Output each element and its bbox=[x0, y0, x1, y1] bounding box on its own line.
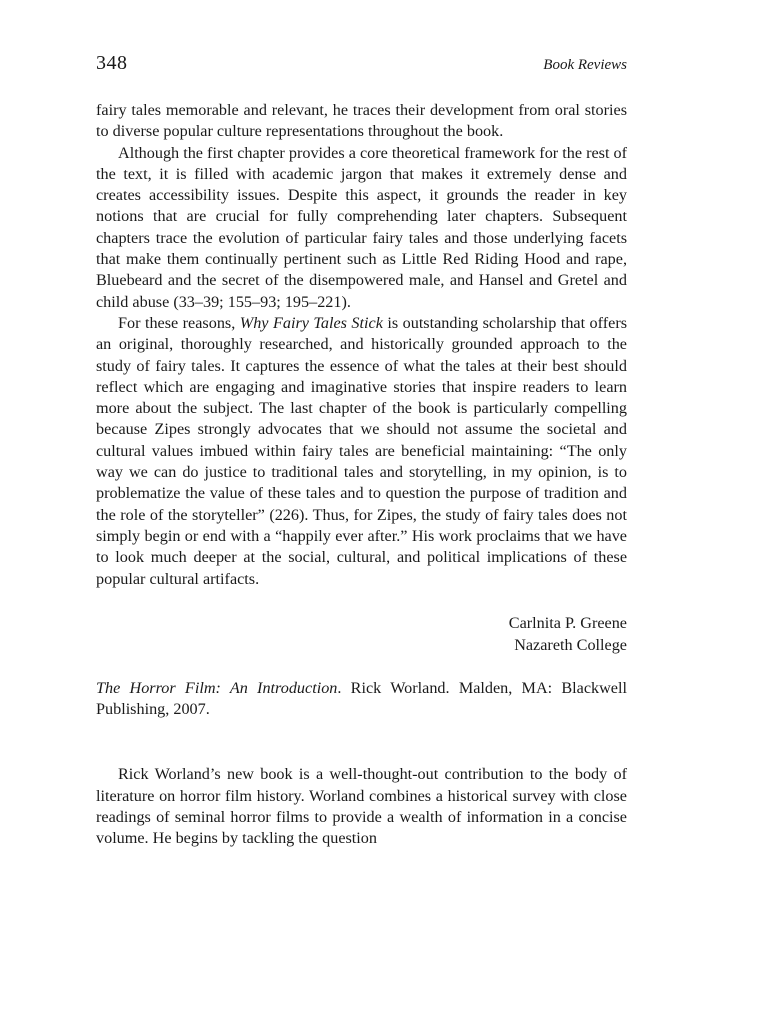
cited-book-title: The Horror Film: An Introduction bbox=[96, 678, 338, 697]
paragraph: Rick Worland’s new book is a well-thought-out contribution to the body of literature on horror film history. Worland combines a historical survey with close readings of seminal horror films to provide a wealth of information in a concise volume. He begins by tackling the question bbox=[96, 765, 627, 848]
review-body-second bbox=[96, 764, 627, 849]
paragraph-continued: fairy tales memorable and relevant, he traces their development from oral stories to diverse popular culture representations throughout the book. bbox=[96, 101, 627, 141]
paragraph-text: is outstanding scholarship that offers an original, thoroughly researched, and historically grounded approach to the study of fairy tales. It captures the essence of what the tales at their best should reflect which are engaging and imaginative stories that inspire readers to learn more about the subject. The last chapter of the book is particularly compelling because Zipes strongly advocates that we should not assume the societal and cultural values imbued within fairy tales are beneficial maintaining: “The only way we can do justice to traditional tales and storytelling, in my opinion, is to problematize the value of these tales and to question the purpose of tradition and the role of the storyteller” (226). Thus, for Zipes, the study of fairy tales does not simply begin or end with a “happily ever after.” His work proclaims that we have to look much deeper at the social, cultural, and political implications of these popular cultural artifacts. bbox=[96, 313, 628, 588]
book-title-italic: Why Fairy Tales Stick bbox=[239, 313, 383, 332]
reviewer-name: Carlnita P. Greene bbox=[508, 613, 627, 632]
journal-page bbox=[96, 52, 627, 850]
running-head bbox=[96, 52, 627, 80]
reviewer-affiliation: Nazareth College bbox=[514, 635, 627, 654]
reviewer-signature bbox=[96, 612, 627, 656]
page-number: 348 bbox=[96, 52, 128, 74]
section-title: Book Reviews bbox=[543, 57, 627, 73]
citation-details: . Rick Worland. Malden, MA: Blackwell Publishing, 2007. bbox=[96, 678, 627, 719]
paragraph: Although the first chapter provides a core theoretical framework for the rest of the text, it is filled with academic jargon that makes it extremely dense and creates accessibility issues. Despite this aspect, it grounds the reader in key notions that are crucial for fully comprehending later chapters. Subsequent chapters trace the evolution of particular fairy tales and those underlying facets that make them continually pertinent such as Little Red Riding Hood and rape, Bluebeard and the secret of the disempowered male, and Hansel and Gretel and child abuse (33–39; 155–93; 195–221). bbox=[96, 143, 627, 311]
book-citation bbox=[96, 678, 627, 721]
paragraph-lead: For these reasons, bbox=[118, 313, 240, 332]
review-body bbox=[96, 100, 627, 590]
paragraph bbox=[96, 313, 627, 590]
